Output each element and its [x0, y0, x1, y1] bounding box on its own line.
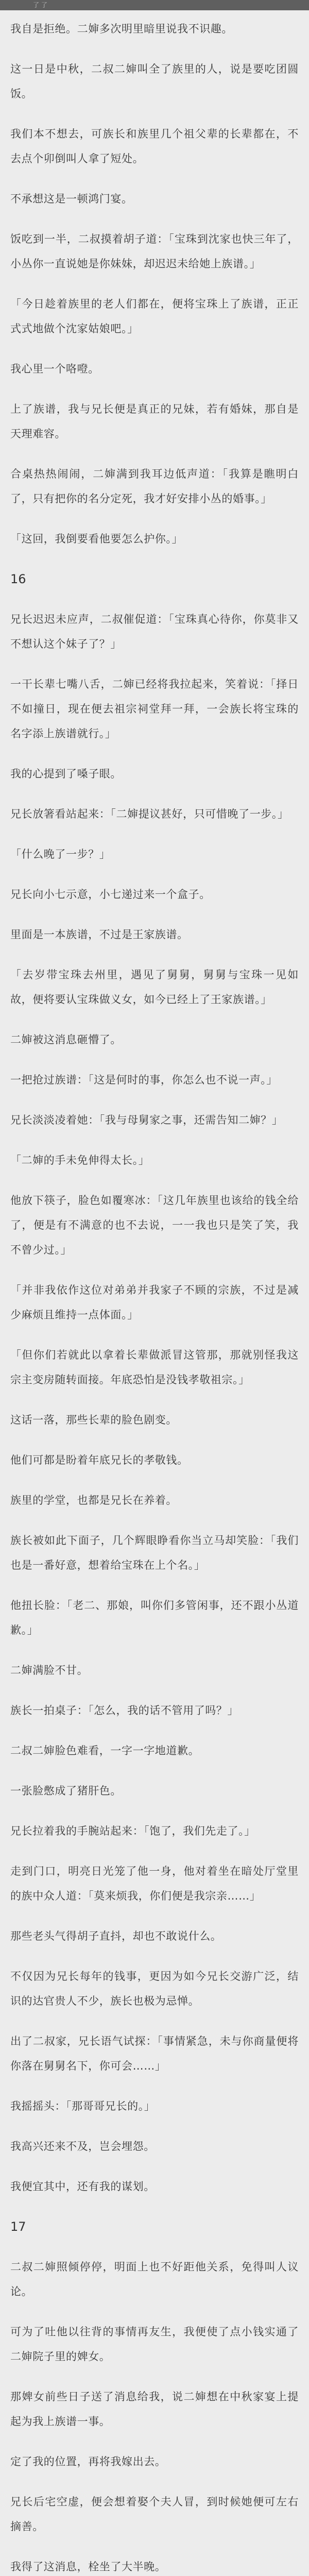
paragraph: 族长被如此下面子，几个辉眼睁看你当立马却笑脸：「我们也是一番好意，想着给宝珠在上个名。」 [10, 1534, 299, 1571]
paragraph: 他扭长脸：「老二、那娘，叫你们多管闲事，还不跟小丛道歉。」 [10, 1599, 299, 1636]
paragraph: 他放下筷子，脸色如覆寒冰：「这几年族里也该给的钱全给了，便是有不满意的也不去说，一一我也只是笑了笑，我不曾少过。」 [10, 1194, 299, 1256]
paragraph: 「这回，我倒要看他要怎么护你。」 [10, 533, 183, 545]
article-body [0, 10, 309, 2576]
paragraph: 这话一落，那些长辈的脸色剧变。 [10, 1414, 177, 1426]
paragraph: 我们本不想去，可族长和族里几个祖父辈的长辈都在，不去点个卯倒叫人拿了短处。 [10, 128, 299, 165]
paragraph: 「今日趁着族里的老人们都在，便将宝珠上了族谱，正正式式地做个沈家姑娘吧。」 [10, 298, 299, 335]
paragraph: 我高兴还来不及，岂会埋怨。 [10, 2140, 155, 2153]
paragraph: 兄长向小七示意，小七递过来一个盒子。 [10, 888, 211, 901]
paragraph: 我心里一个咯噔。 [10, 363, 99, 375]
paragraph: 里面是一本族谱，不过是王家族谱。 [10, 928, 188, 941]
paragraph: 兄长淡淡凌着她：「我与母舅家之事，还需告知二婶？」 [10, 1114, 283, 1126]
paragraph: 定了我的位置，再将我嫁出去。 [10, 2455, 166, 2468]
paragraph: 不承想这是一顿鸿门宴。 [10, 193, 133, 205]
paragraph: 那些老头气得胡子直抖，却也不敢说什么。 [10, 1930, 222, 1942]
paragraph: 「什么晚了一步？」 [10, 848, 111, 860]
paragraph: 可为了吐他以往背的事情再友生，我便使了点小钱实通了二婶院子里的婢女。 [10, 2326, 299, 2363]
chapter-number: 17 [10, 2219, 26, 2234]
paragraph: 兄长迟迟未应声，二叔催促道：「宝珠真心待你，你莫非又不想认这个妹子了？」 [10, 613, 299, 650]
paragraph: 走到门口，明亮日光笼了他一身，他对着坐在暗处厅堂里的族中众人道：「莫来烦我，你们便是我宗亲……」 [10, 1865, 299, 1902]
paragraph: 我便宜其中，还有我的谋划。 [10, 2180, 155, 2193]
paragraph: 兄长放箸看站起来：「二婶提议甚好，只可惜晚了一步。」 [10, 808, 289, 820]
paragraph: 那婢女前些日子送了消息给我，说二婶想在中秋家宴上提起为我上族谱一事。 [10, 2391, 299, 2428]
paragraph: 一把抢过族谱：「这是何时的事，你怎么也不说一声。」 [10, 1074, 278, 1086]
paragraph: 这一日是中秋，二叔二婶叫全了族里的人，说是要吃团圆饭。 [10, 63, 299, 100]
paragraph: 我自是拒绝。二婶多次明里暗里说我不识趣。 [10, 23, 233, 35]
paragraph: 族长一拍桌子：「怎么，我的话不管用了吗？」 [10, 1704, 239, 1717]
paragraph: 「去岁带宝珠去州里，遇见了舅舅，舅舅与宝珠一见如故，便将要认宝珠做义女，如今已经上了王家族谱。」 [10, 969, 299, 1006]
paragraph: 二婶被这消息砸懵了。 [10, 1033, 122, 1046]
paragraph: 兄长拉着我的手腕站起来：「饱了，我们先走了。」 [10, 1825, 255, 1837]
paragraph: 一干长辈七嘴八舌，二婶已经将我拉起来，笑着说：「择日不如撞日，现在便去祖宗祠堂拜一拜，一会族长将宝珠的名字添上族谱就行。」 [10, 678, 299, 740]
paragraph: 上了族谱，我与兄长便是真正的兄妹，若有婚妹，那自是天理难容。 [10, 403, 299, 440]
paragraph: 二婶满脸不甘。 [10, 1664, 89, 1676]
paragraph: 「但你们若就此以拿着长辈做派冒这管那，那就别怪我这宗主变房随转面接。年底恐怕是没钱孝敬祖宗。」 [10, 1349, 299, 1386]
paragraph: 「二婶的手未免伸得太长。」 [10, 1154, 150, 1166]
paragraph: 合桌热热闹闹，二婶满到我耳边低声道：「我算是瞧明白了，只有把你的名分定死，我才好安排小丛的婚事。」 [10, 468, 299, 505]
paragraph: 我得了这消息，栓坐了大半晚。 [10, 2561, 166, 2573]
paragraph: 一张脸憋成了猪肝色。 [10, 1785, 122, 1797]
paragraph: 二叔二婶脸色难看，一字一字地道歉。 [10, 1744, 200, 1757]
paragraph: 「并非我依作这位对弟弟并我家子不顾的宗族，不过是减少麻烦且维持一点体面。」 [10, 1284, 299, 1321]
paragraph: 饭吃到一半，二叔摸着胡子道：「宝珠到沈家也快三年了，小丛你一直说她是你妹妹，却迟迟未给她上族谱。」 [10, 233, 299, 270]
paragraph: 二叔二婶照倾停停，明面上也不好距他关系，免得叫人议论。 [10, 2261, 299, 2298]
paragraph: 出了二叔家，兄长语气试探：「事情紧急，未与你商量便将你落在舅舅名下，你可会……」 [10, 2035, 299, 2072]
paragraph: 兄长后宅空虚，便会想着娶个夫人冒，到时候她便可左右摘善。 [10, 2496, 299, 2533]
paragraph: 他们可都是盼着年底兄长的孝敬钱。 [10, 1454, 188, 1466]
paragraph: 不仅因为兄长每年的钱事，更因为如今兄长交游广泛，结识的达官贵人不少，族长也极为忌惮。 [10, 1970, 299, 2007]
paragraph: 我摇摇头：「那哥哥兄长的。」 [10, 2100, 156, 2112]
paragraph: 族里的学堂，也都是兄长在养着。 [10, 1494, 177, 1506]
chapter-number: 16 [10, 572, 26, 586]
paragraph: 我的心提到了嗓子眼。 [10, 768, 122, 780]
top-text-fragment: 了 了 [0, 0, 309, 10]
